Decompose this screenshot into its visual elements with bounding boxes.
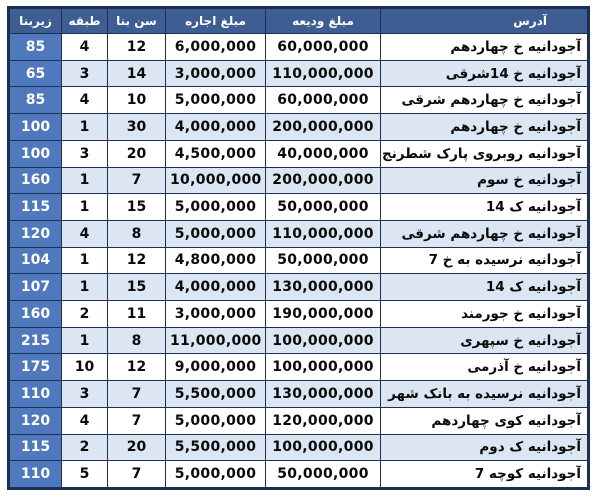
cell-rent: 5,000,000 (166, 461, 266, 488)
cell-rent: 5,000,000 (166, 194, 266, 221)
header-area: زیربنا (10, 9, 62, 34)
cell-address: آجودانیه خ جورمند (381, 301, 588, 328)
cell-address: آجودانیه نرسیده به بانک شهر (381, 381, 588, 408)
table-row (10, 407, 588, 434)
header-age: سن بنا (108, 9, 166, 34)
cell-address: آجودانیه خ چهاردهم شرقی (381, 220, 588, 247)
cell-deposit: 190,000,000 (266, 301, 381, 328)
cell-rent: 9,000,000 (166, 354, 266, 381)
cell-floor: 1 (62, 194, 108, 221)
table-row (10, 87, 588, 114)
cell-address: آجودانیه ک دوم (381, 434, 588, 461)
cell-address: آجودانیه خ چهاردهم (381, 34, 588, 61)
cell-building-age: 30 (108, 114, 166, 141)
cell-area: 120 (10, 220, 62, 247)
cell-address: آجودانیه خ چهاردهم شرقی (381, 87, 588, 114)
cell-building-age: 8 (108, 327, 166, 354)
cell-rent: 4,500,000 (166, 140, 266, 167)
cell-area: 100 (10, 114, 62, 141)
table-row (10, 167, 588, 194)
table-body (10, 34, 588, 488)
cell-building-age: 8 (108, 220, 166, 247)
cell-building-age: 12 (108, 354, 166, 381)
cell-address: آجودانیه ک 14 (381, 194, 588, 221)
cell-floor: 4 (62, 34, 108, 61)
cell-area: 65 (10, 60, 62, 87)
cell-area: 110 (10, 381, 62, 408)
cell-deposit: 130,000,000 (266, 381, 381, 408)
cell-building-age: 15 (108, 274, 166, 301)
cell-area: 160 (10, 167, 62, 194)
cell-building-age: 20 (108, 140, 166, 167)
table-row (10, 327, 588, 354)
cell-rent: 4,000,000 (166, 114, 266, 141)
cell-rent: 5,500,000 (166, 434, 266, 461)
table-row (10, 220, 588, 247)
cell-deposit: 200,000,000 (266, 167, 381, 194)
cell-deposit: 50,000,000 (266, 461, 381, 488)
cell-area: 110 (10, 461, 62, 488)
cell-deposit: 130,000,000 (266, 274, 381, 301)
cell-building-age: 14 (108, 60, 166, 87)
table-row (10, 354, 588, 381)
cell-address: آجودانیه خ سوم (381, 167, 588, 194)
cell-rent: 3,000,000 (166, 301, 266, 328)
cell-building-age: 12 (108, 247, 166, 274)
cell-area: 160 (10, 301, 62, 328)
cell-area: 115 (10, 194, 62, 221)
cell-floor: 3 (62, 140, 108, 167)
header-floor: طبقه (62, 9, 108, 34)
cell-deposit: 40,000,000 (266, 140, 381, 167)
cell-rent: 11,000,000 (166, 327, 266, 354)
header-rent: مبلغ اجاره (166, 9, 266, 34)
cell-floor: 2 (62, 301, 108, 328)
cell-floor: 1 (62, 247, 108, 274)
cell-rent: 3,000,000 (166, 60, 266, 87)
cell-area: 175 (10, 354, 62, 381)
cell-address: آجودانیه خ چهاردهم (381, 114, 588, 141)
cell-deposit: 50,000,000 (266, 194, 381, 221)
table-row (10, 301, 588, 328)
cell-building-age: 15 (108, 194, 166, 221)
cell-area: 104 (10, 247, 62, 274)
cell-area: 115 (10, 434, 62, 461)
cell-address: آجودانیه نرسیده به خ 7 (381, 247, 588, 274)
table-row (10, 381, 588, 408)
cell-rent: 4,000,000 (166, 274, 266, 301)
cell-deposit: 50,000,000 (266, 247, 381, 274)
cell-rent: 5,000,000 (166, 407, 266, 434)
cell-building-age: 10 (108, 87, 166, 114)
cell-area: 100 (10, 140, 62, 167)
cell-rent: 5,000,000 (166, 220, 266, 247)
cell-floor: 4 (62, 220, 108, 247)
table-row (10, 60, 588, 87)
cell-address: آجودانیه کوی چهاردهم (381, 407, 588, 434)
cell-floor: 10 (62, 354, 108, 381)
cell-deposit: 100,000,000 (266, 434, 381, 461)
cell-floor: 5 (62, 461, 108, 488)
cell-address: آجودانیه کوچه 7 (381, 461, 588, 488)
cell-floor: 3 (62, 381, 108, 408)
cell-address: آجودانیه ک 14 (381, 274, 588, 301)
rental-listings-table (9, 8, 588, 488)
cell-rent: 6,000,000 (166, 34, 266, 61)
cell-area: 215 (10, 327, 62, 354)
header-deposit: مبلغ ودیعه (266, 9, 381, 34)
table-row (10, 274, 588, 301)
table-header-row (10, 9, 588, 34)
cell-building-age: 7 (108, 461, 166, 488)
cell-deposit: 100,000,000 (266, 354, 381, 381)
table-row (10, 247, 588, 274)
cell-deposit: 60,000,000 (266, 34, 381, 61)
cell-rent: 5,000,000 (166, 87, 266, 114)
table-row (10, 140, 588, 167)
listing-table-frame (7, 6, 590, 490)
cell-building-age: 11 (108, 301, 166, 328)
cell-deposit: 120,000,000 (266, 407, 381, 434)
cell-rent: 10,000,000 (166, 167, 266, 194)
cell-address: آجودانیه خ آذرمی (381, 354, 588, 381)
cell-floor: 2 (62, 434, 108, 461)
cell-rent: 5,500,000 (166, 381, 266, 408)
cell-floor: 3 (62, 60, 108, 87)
table-row (10, 34, 588, 61)
table-row (10, 434, 588, 461)
cell-address: آجودانیه خ 14شرقی (381, 60, 588, 87)
cell-building-age: 7 (108, 407, 166, 434)
cell-floor: 4 (62, 87, 108, 114)
cell-deposit: 110,000,000 (266, 220, 381, 247)
cell-building-age: 12 (108, 34, 166, 61)
table-row (10, 194, 588, 221)
table-row (10, 114, 588, 141)
cell-deposit: 100,000,000 (266, 327, 381, 354)
cell-area: 85 (10, 34, 62, 61)
cell-deposit: 110,000,000 (266, 60, 381, 87)
cell-building-age: 7 (108, 381, 166, 408)
cell-floor: 1 (62, 274, 108, 301)
cell-floor: 4 (62, 407, 108, 434)
table-row (10, 461, 588, 488)
cell-building-age: 20 (108, 434, 166, 461)
cell-address: آجودانیه خ سپهری (381, 327, 588, 354)
cell-rent: 4,800,000 (166, 247, 266, 274)
cell-floor: 1 (62, 167, 108, 194)
cell-deposit: 60,000,000 (266, 87, 381, 114)
cell-deposit: 200,000,000 (266, 114, 381, 141)
cell-address: آجودانیه روبروی پارک شطرنج (381, 140, 588, 167)
cell-building-age: 7 (108, 167, 166, 194)
cell-area: 85 (10, 87, 62, 114)
cell-floor: 1 (62, 327, 108, 354)
header-address: آدرس (381, 9, 588, 34)
cell-area: 120 (10, 407, 62, 434)
cell-area: 107 (10, 274, 62, 301)
cell-floor: 1 (62, 114, 108, 141)
